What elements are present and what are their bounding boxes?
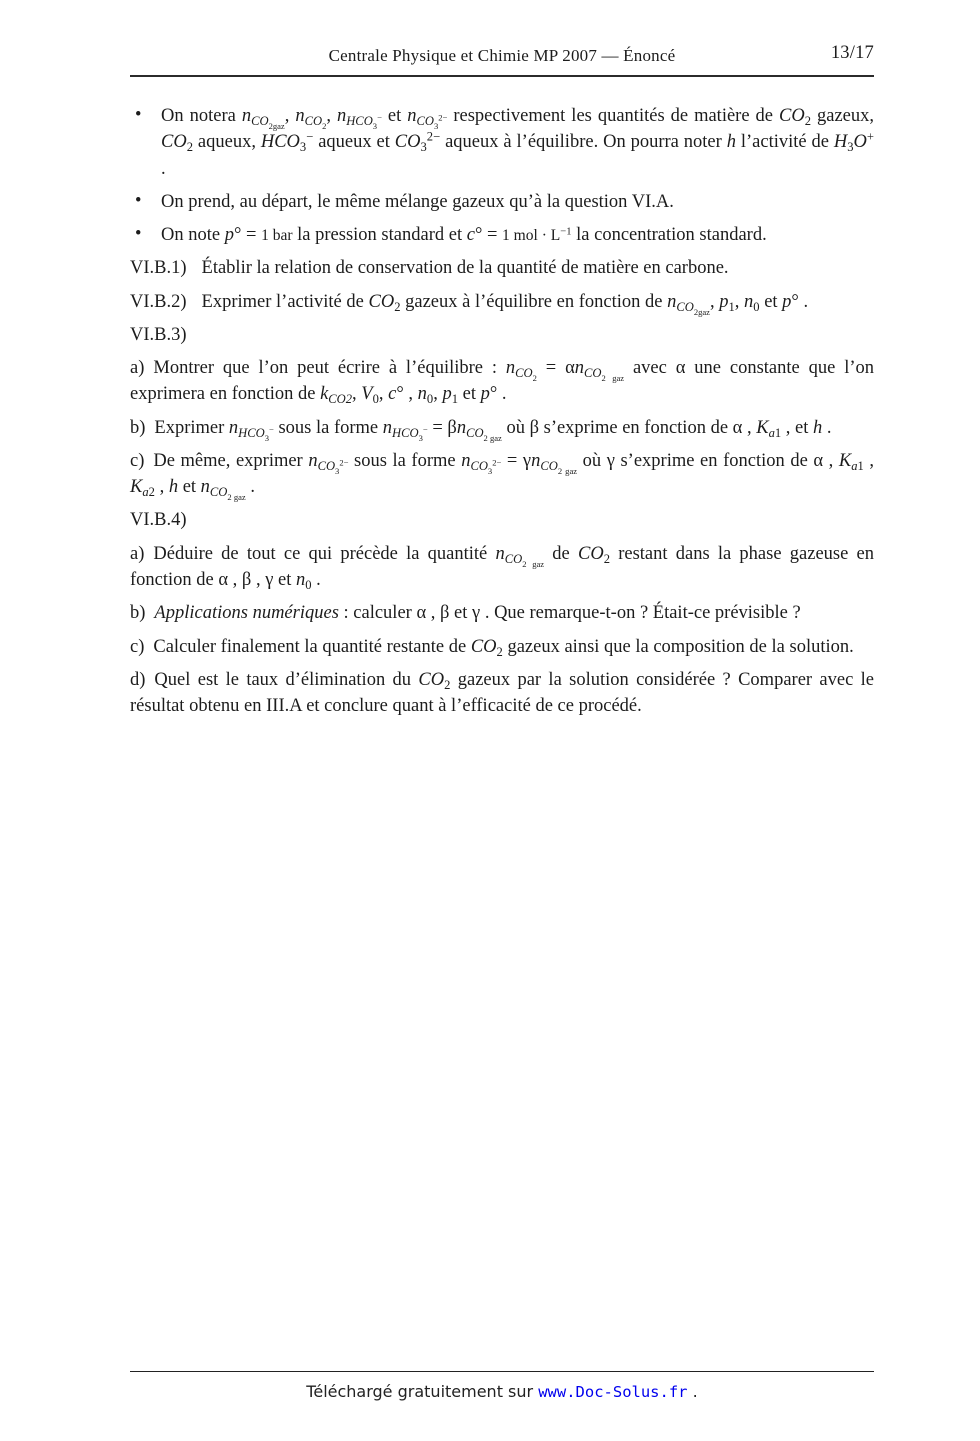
bullet-text: On prend, au départ, le même mélange gazeux qu’à la question VI.A. [161,191,674,212]
question-vib2: VI.B.2) Exprimer l’activité de $CO_2$ gazeux à l’équilibre en fonction de $n_{CO_{2gaz}}$, $p_1$, $n_0$ et p° . [130,291,809,317]
question-vib1: VI.B.1) Établir la relation de conservation de la quantité de matière en carbone. [130,258,729,279]
footer-period: . [687,1382,698,1401]
bullet-text: On note p° = 1 bar la pression standard et c° = 1 mol · $L^{-1}$ la concentration standard. [161,225,767,246]
subquestion-vib4-b: b) Applications numériques : calculer α , β et γ . Que remarque-t-on ? Était-ce prévisible ? [130,603,801,624]
bullet-item-notation [130,103,874,182]
subquestion-vib4-d: d) Quel est le taux d’élimination du $CO_2$ gazeux par la solution considérée ? Comparer avec le résultat obtenu en III.A et conclure quant à l’efficacité de ce procédé. [130,669,874,717]
bullet-marker: • [135,105,142,125]
subquestion-vib3-a: a) Montrer que l’on peut écrire à l’équilibre : $n_{CO_2} = \alpha n_{CO_{2 gaz}}$ avec α une constante que l’on exprimera en fonction de $k_{CO2}$, $V_0$, c° , $n_0$, $p_1$ et p° . [130,358,874,407]
bullet-item-standard [130,222,874,248]
page-number: 13/17 [830,43,874,63]
page-footer [130,1371,874,1401]
heading-vib4: VI.B.4) [130,510,187,531]
footer-text: Téléchargé gratuitement sur [306,1382,539,1401]
document-title: Centrale Physique et Chimie MP 2007 — Énoncé [328,46,676,65]
bullet-item-melange [130,189,874,215]
heading-vib3: VI.B.3) [130,324,187,345]
bullet-marker: • [135,190,142,211]
doc-solus-link[interactable]: www.Doc-Solus.fr [538,1383,688,1401]
subquestion-vib3-b: b) Exprimer $n_{HCO_3^-}$ sous la forme $n_{HCO_3^-} = \beta n_{CO_{2 gaz}}$ où β s’exprime en fonction de α , $K_{a1}$ , et h . [130,417,832,443]
bullet-marker: • [135,224,142,245]
subquestion-vib4-a: a) Déduire de tout ce qui précède la quantité $n_{CO_{2 gaz}}$ de $CO_2$ restant dans la phase gazeuse en fonction de α , β , γ et $n_0$ . [130,543,874,592]
page-header [130,43,874,77]
document-body [130,103,874,726]
bullet-text: On notera $n_{CO_{2gaz}}$, $n_{CO_2}$, $n_{HCO_3^-}$ et $n_{CO_3^{2-}}$ respectivement les quantités de matière de $CO_2$ gazeux, $CO_2$ aqueux, $HCO_3^-$ aqueux et $CO_3^{2-}$ aqueux à l’équilibre. On pourra noter h l’activité de $H_3O^+$ . [161,106,875,179]
subquestion-vib4-c: c) Calculer finalement la quantité restante de $CO_2$ gazeux ainsi que la composition de la solution. [130,636,854,659]
subquestion-vib3-c: c) De même, exprimer $n_{CO_3^{2-}}$ sous la forme $n_{CO_3^{2-}} = \gamma n_{CO_{2 gaz}}$ où γ s’exprime en fonction de α , $K_{a1}$ , $K_{a2}$ , h et $n_{CO_{2 gaz}}$ . [130,450,875,503]
